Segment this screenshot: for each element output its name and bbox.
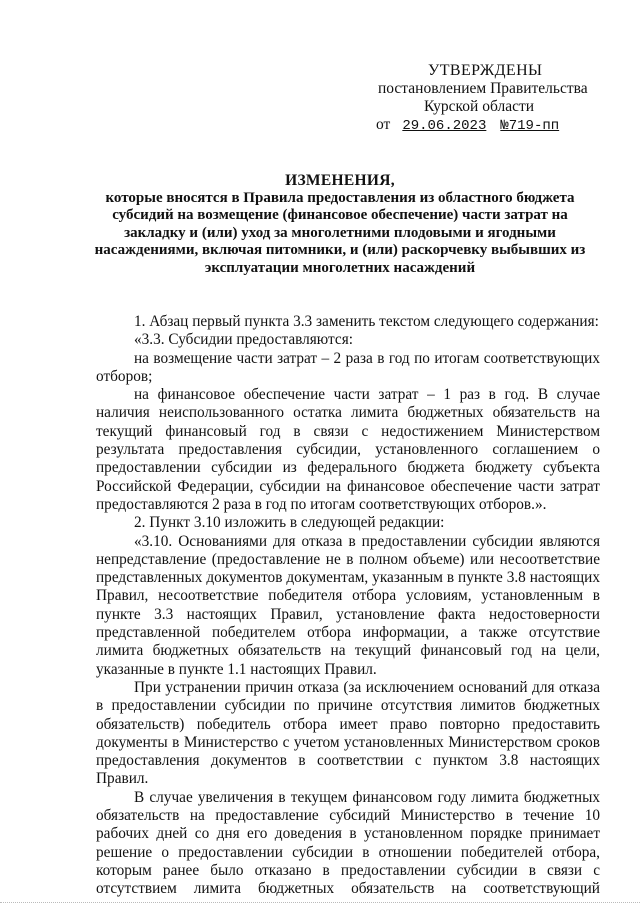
paragraph: 2. Пункт 3.10 изложить в следующей редакции: (134, 514, 445, 532)
paragraph: на возмещение части затрат – 2 раза в год по итогам соответствующих отборов; (96, 349, 600, 385)
document-body (96, 313, 600, 899)
document-title-block (80, 172, 600, 278)
approval-region: Курской области (424, 98, 535, 115)
paragraph: При устранении причин отказа (за исключением оснований для отказа в предоставлении субсидии по причине отсутствия лимитов бюджетных обязательств) победитель отбора имеет право повторно предоставить документы в Министерство с учетом установленных Министерством сроков предоставления документов в соответствии с пунктом 3.8 настоящих Правил. (96, 678, 600, 788)
paragraph: «3.3. Субсидии предоставляются: (134, 331, 353, 349)
scan-edge-divider (0, 902, 640, 904)
document-subtitle: которые вносятся в Правила предоставления из областного бюджета субсидий на возмещение (финансовое обеспечение) части затрат на закладку и (или) уход за многолетними плодовыми и ягодными насаждениями, включая питомники, и (или) раскорчевку выбывших из эксплуатации многолетних насаждений (94, 189, 586, 276)
approval-date: 29.06.2023 (402, 118, 487, 134)
paragraph: 1. Абзац первый пункта 3.3 заменить текстом следующего содержания: (134, 313, 599, 330)
approval-number: №719-пп (500, 118, 560, 134)
approval-title: УТВЕРЖДЕНЫ (428, 62, 543, 79)
approval-date-number-line (376, 116, 616, 135)
approval-from-label: от (376, 116, 391, 133)
document-heading: ИЗМЕНЕНИЯ, (285, 172, 395, 189)
paragraph: на финансовое обеспечение части затрат – 1 раз в год. В случае наличия неиспользованного остатка лимита бюджетных обязательств на текущий финансовый год в связи с недостижением Министерством результата предоставления субсидии, установленного соглашением о предоставлении субсидии из федерального бюджета бюджету субъекта Российской Федерации, субсидии на финансовое обеспечение части затрат предоставляются 2 раза в год по итогам соответствующих отборов.». (96, 386, 600, 513)
approval-authority: постановлением Правительства (378, 80, 588, 97)
paragraph: В случае увеличения в текущем финансовом году лимита бюджетных обязательств на предоставление субсидий Министерство в течение 10 рабочих дней со дня его доведения в установленном порядке принимает решение о предоставлении субсидии в отношении победителей отбора, которым ранее было отказано в предоставлении субсидии в связи с отсутствием лимита бюджетных обязательств на соответствующий (96, 788, 600, 898)
paragraph: «3.10. Основаниями для отказа в предоставлении субсидии являются непредставление (предоставление не в полном объеме) или несоответствие представленных документов документам, указанным в пункте 3.8 настоящих Правил, несоответствие победителя отбора условиям, установленным в пункте 3.3 настоящих Правил, установление факта недостоверности представленной победителем отбора информации, а также отсутствие лимита бюджетных обязательств на текущий финансовый год на цели, указанные в пункте 1.1 настоящих Правил. (96, 532, 600, 678)
approval-stamp-block (376, 62, 616, 135)
